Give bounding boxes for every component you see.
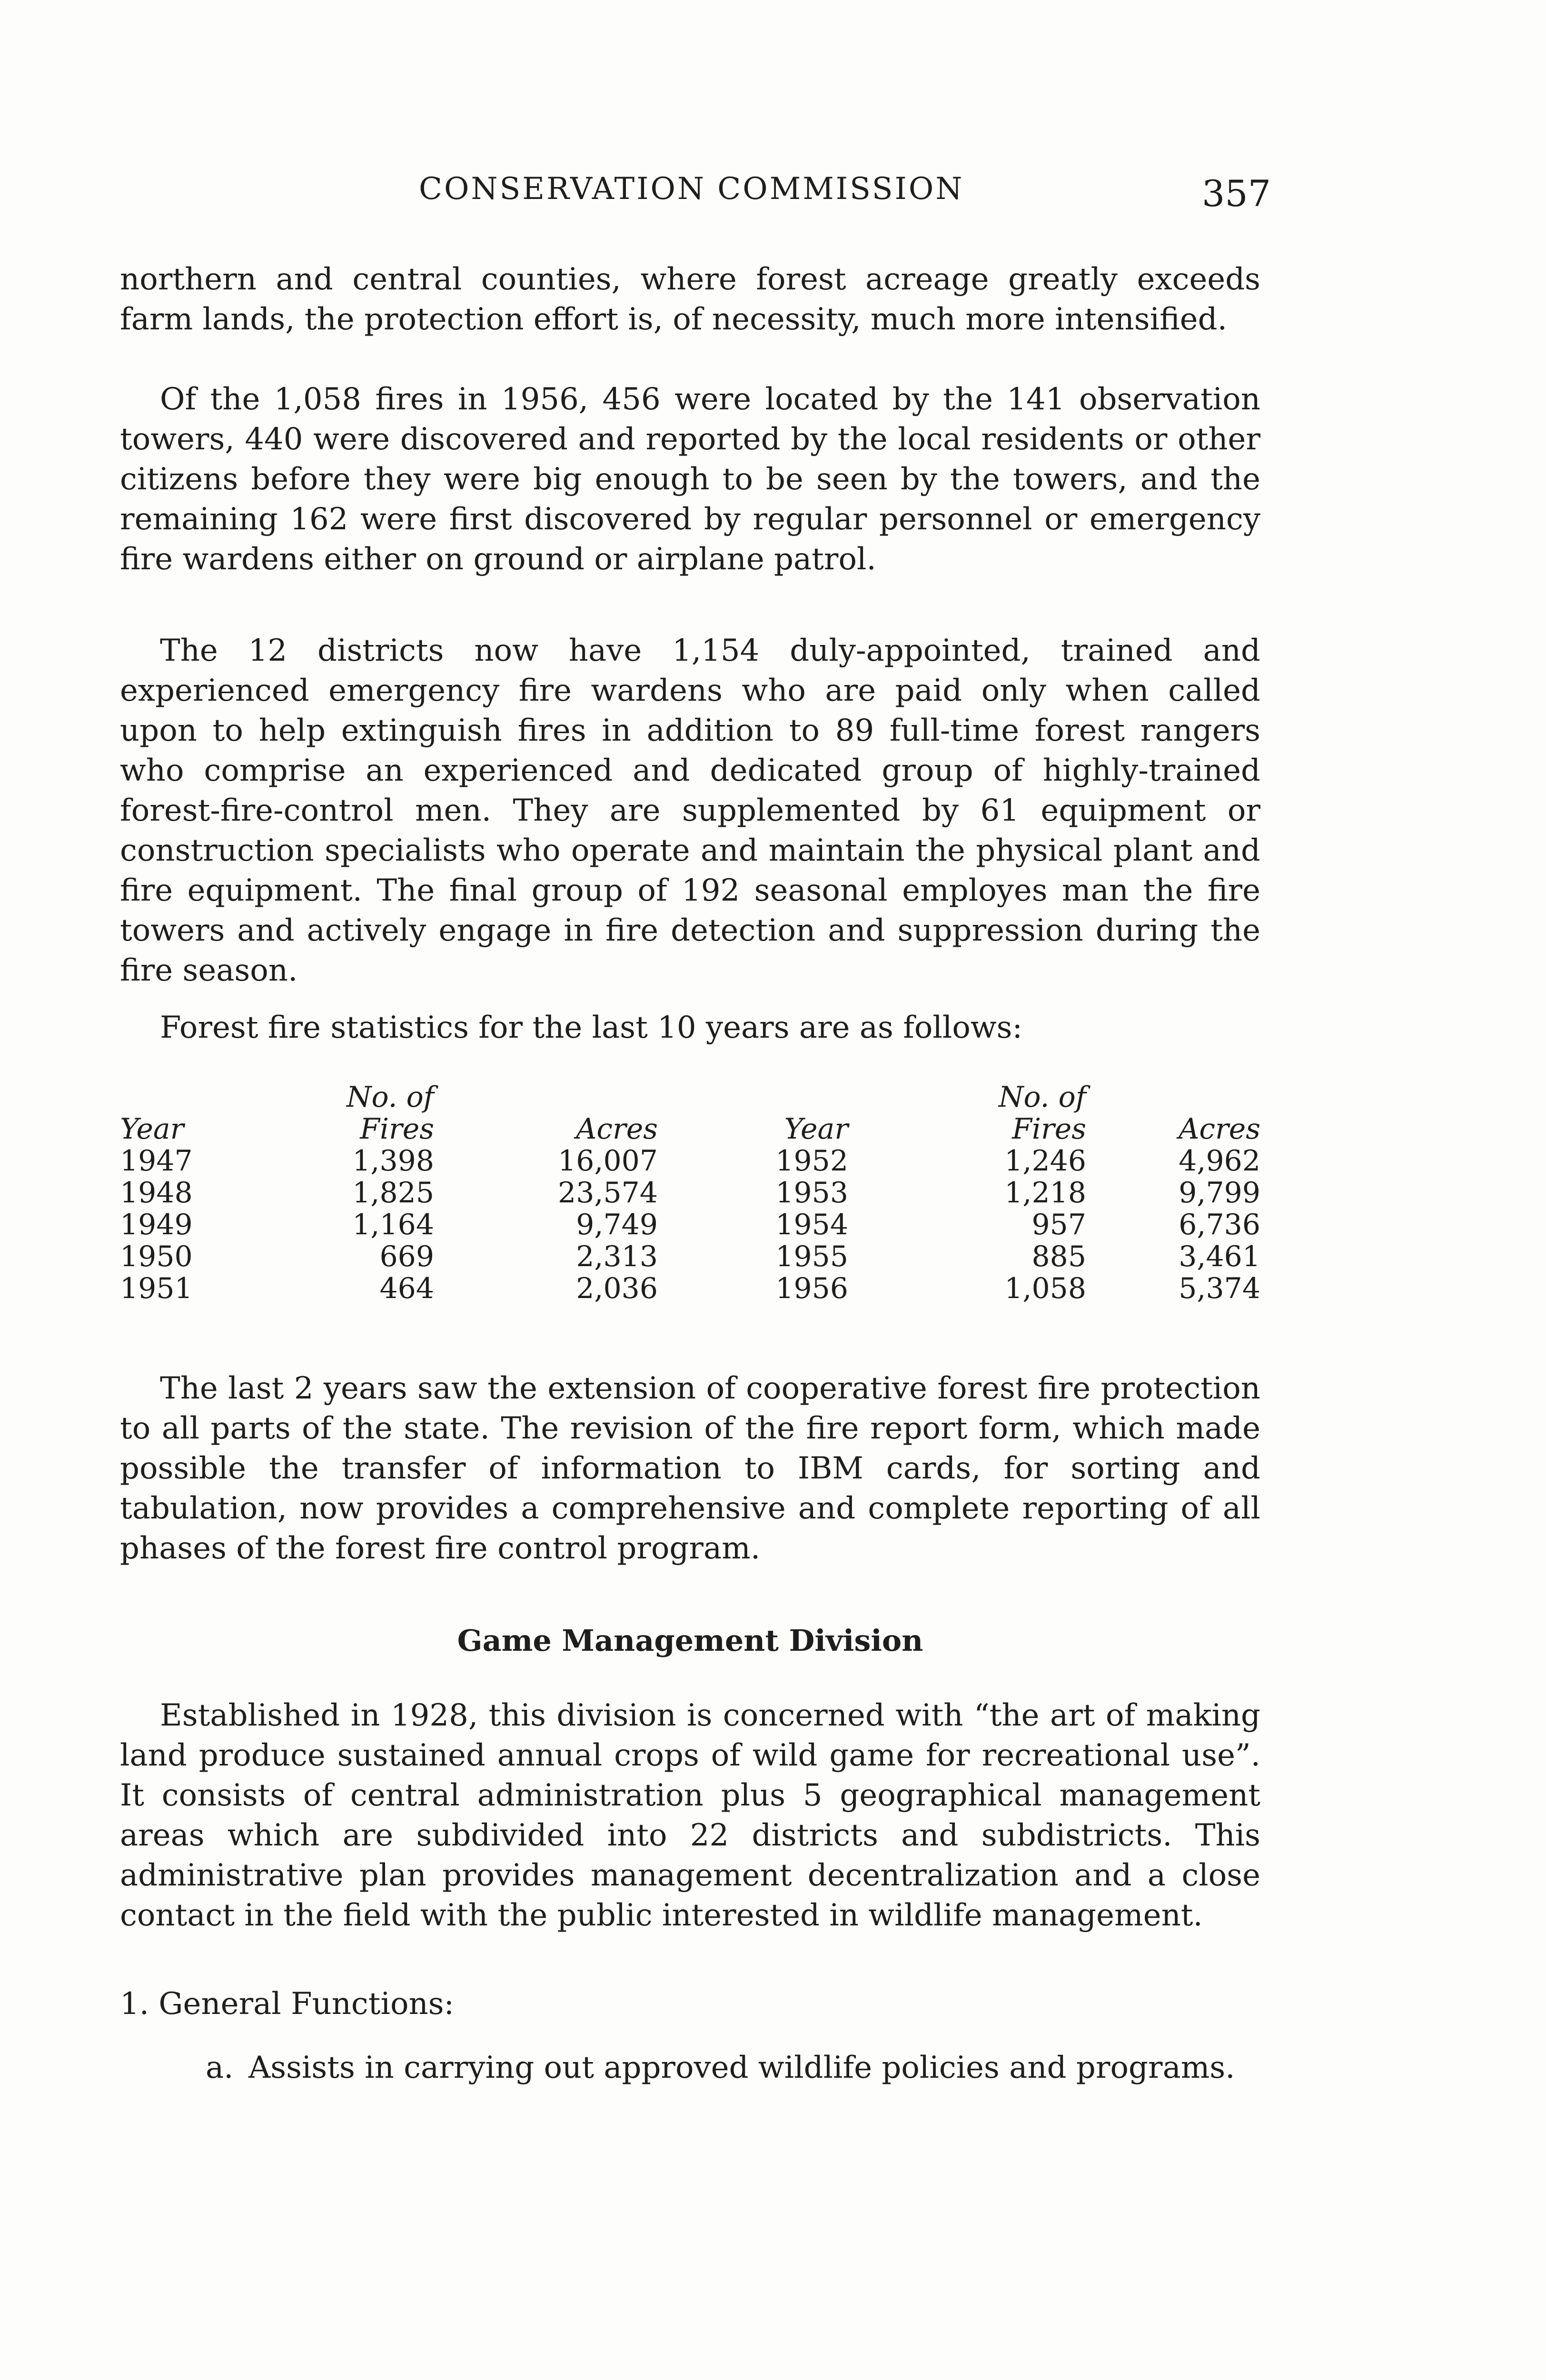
- table-header-cell: [120, 1081, 310, 1113]
- table-row: [120, 1145, 1260, 1177]
- table-header-row-bottom: [120, 1113, 1260, 1145]
- table-header-cell: No. of: [346, 1081, 434, 1114]
- table-cell: 1948: [120, 1176, 193, 1210]
- table-cell: 1,218: [1004, 1176, 1086, 1210]
- table-cell: 1,398: [352, 1144, 434, 1178]
- table-cell: 1,058: [1004, 1272, 1086, 1305]
- table-cell: 1954: [775, 1208, 848, 1241]
- table-cell: 669: [379, 1240, 434, 1273]
- table-cell: 9,799: [1179, 1176, 1260, 1210]
- table-row: [120, 1241, 1260, 1273]
- table-cell: 464: [379, 1272, 434, 1305]
- table-header-cell: Year: [120, 1112, 184, 1146]
- table-row: [120, 1177, 1260, 1209]
- table-cell: 3,461: [1179, 1240, 1260, 1273]
- paragraph-fire-wardens: The 12 districts now have 1,154 duly-appointed, trained and experienced emergency fire wardens who are paid only when called upon to help extinguish fires in addition to 89 full-time forest rangers who comprise an experienced and dedicated group of highly-trained forest-fire-control men. They are supplemented by 61 equipment or construction specialists who operate and maintain the physical plant and fire equipment. The final group of 192 seasonal employes man the fire towers and actively engage in fire detection and suppression during the fire season.: [120, 633, 1260, 988]
- table-cell: 1951: [120, 1272, 193, 1305]
- table-cell: 6,736: [1179, 1208, 1260, 1241]
- list-item-marker: a.: [206, 2050, 234, 2085]
- table-header-cell: [658, 1081, 848, 1113]
- table-cell: 1,246: [1004, 1144, 1086, 1178]
- paragraph-statistics-intro: Forest fire statistics for the last 10 years are as follows:: [160, 1010, 1023, 1045]
- running-title: CONSERVATION COMMISSION: [419, 171, 964, 207]
- table-cell: 1,164: [352, 1208, 434, 1241]
- paragraph-game-division: Established in 1928, this division is concerned with “the art of making land produce sustained annual crops of wild game for recreational use”. It consists of central administration plus 5 geographical management areas which are subdivided into 22 districts and subdistricts. This administrative plan provides management decentralization and a close contact in the field with the public interested in wildlife management.: [120, 1698, 1260, 1933]
- table-cell: 1947: [120, 1144, 193, 1178]
- table-cell: 1956: [775, 1272, 848, 1305]
- table-header-cell: [434, 1081, 658, 1113]
- table-cell: 5,374: [1179, 1272, 1260, 1305]
- table-row: [120, 1209, 1260, 1241]
- table-cell: 1955: [775, 1240, 848, 1273]
- table-cell: 1949: [120, 1208, 193, 1241]
- table-row: [120, 1273, 1260, 1305]
- table-cell: 1953: [775, 1176, 848, 1210]
- table-cell: 1,825: [352, 1176, 434, 1210]
- table-cell: 2,036: [576, 1272, 658, 1305]
- table-cell: 1950: [120, 1240, 193, 1273]
- table-header-cell: Year: [784, 1112, 848, 1146]
- table-cell: 4,962: [1179, 1144, 1260, 1178]
- table-cell: 1952: [775, 1144, 848, 1178]
- list-item-wildlife-policies: Assists in carrying out approved wildlife policies and programs.: [248, 2050, 1235, 2085]
- page-number: 357: [1202, 172, 1271, 215]
- table-cell: 23,574: [558, 1176, 658, 1210]
- table-cell: 885: [1031, 1240, 1086, 1273]
- table-cell: 957: [1031, 1208, 1086, 1241]
- section-heading: Game Management Division: [457, 1623, 923, 1658]
- table-header-cell: Fires: [1012, 1112, 1086, 1146]
- table-cell: 9,749: [576, 1208, 658, 1241]
- list-item-general-functions: 1. General Functions:: [120, 1986, 455, 2022]
- table-header-cell: No. of: [998, 1081, 1086, 1114]
- table-header-cell: [1086, 1081, 1260, 1113]
- fire-statistics-table: [120, 1081, 1260, 1305]
- table-cell: 2,313: [576, 1240, 658, 1273]
- table-cell: 16,007: [558, 1144, 658, 1178]
- table-header-cell: Fires: [360, 1112, 434, 1146]
- paragraph-cooperative-protection: The last 2 years saw the extension of cooperative forest fire protection to all parts of the state. The revision of the fire report form, which made possible the transfer of information to IBM cards, for sorting and tabulation, now provides a comprehensive and complete reporting of all phases of the forest fire control program.: [120, 1371, 1260, 1566]
- table-header-cell: Acres: [1179, 1112, 1260, 1146]
- table-header-cell: Acres: [576, 1112, 658, 1146]
- paragraph-fire-discovery: Of the 1,058 fires in 1956, 456 were located by the 141 observation towers, 440 were discovered and reported by the local residents or other citizens before they were big enough to be seen by the towers, and the remaining 162 were first discovered by regular personnel or emergency fire wardens either on ground or airplane patrol.: [120, 382, 1260, 577]
- paragraph-continuation: northern and central counties, where forest acreage greatly exceeds farm lands, the protection effort is, of necessity, much more intensified.: [120, 262, 1260, 337]
- table-header-row-top: [120, 1081, 1260, 1113]
